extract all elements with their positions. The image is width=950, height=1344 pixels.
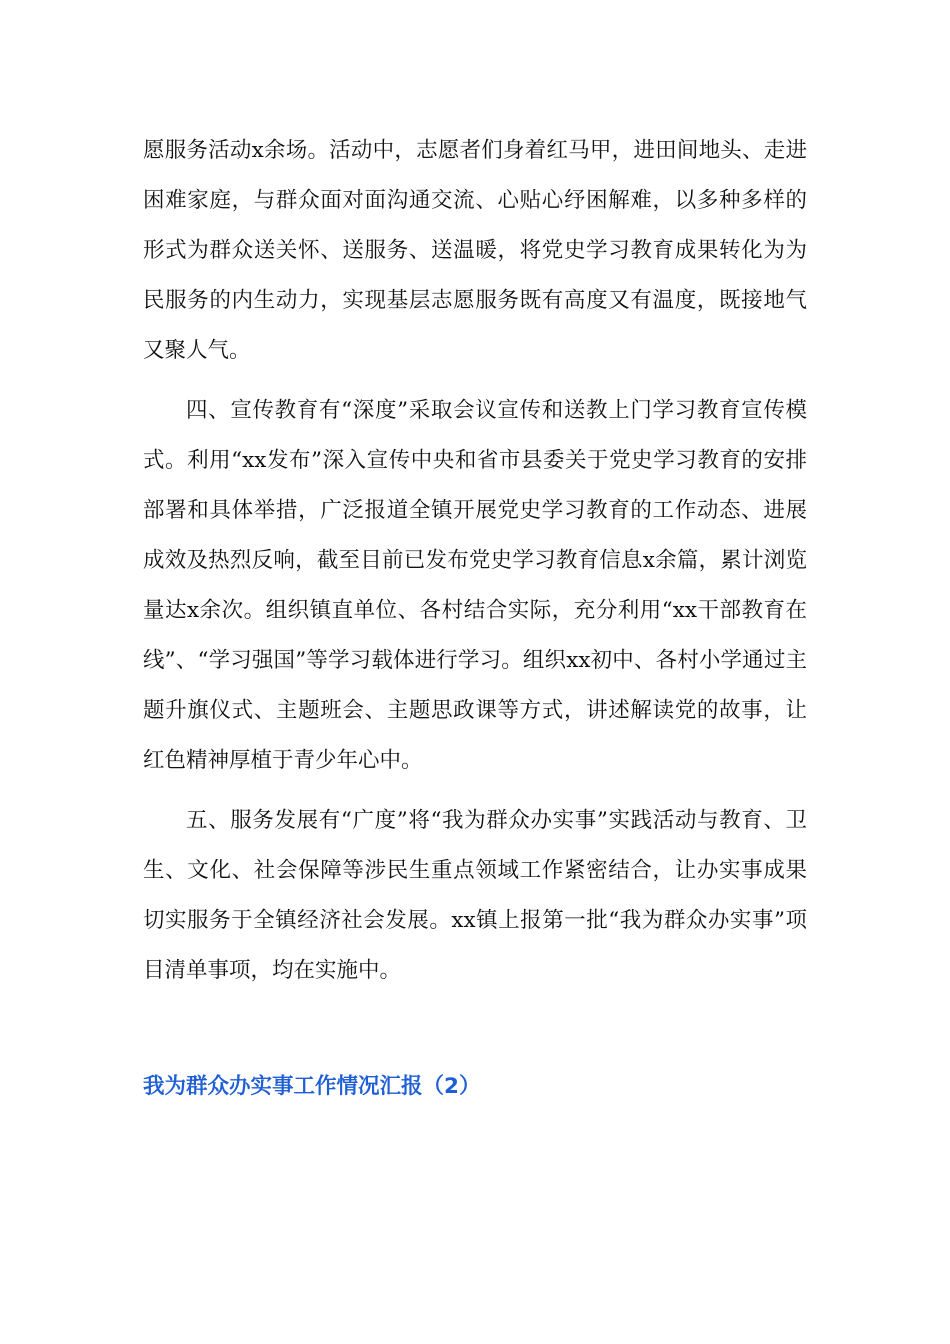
paragraph-publicity-education: 四、宣传教育有“深度”采取会议宣传和送教上门学习教育宣传模式。利用“xx发布”深入宣传中央和省市县委关于党史学习教育的安排部署和具体举措，广泛报道全镇开展党史学习教育的工作动态、进展成效及热烈反响，截至目前已发布党史学习教育信息x余篇，累计浏览量达x余次。组织镇直单位、各村结合实际，充分利用“xx干部教育在线”、“学习强国”等学习载体进行学习。组织xx初中、各村小学通过主题升旗仪式、主题班会、主题思政课等方式，讲述解读党的故事，让红色精神厚植于青少年心中。 xyxy=(143,398,807,773)
paragraph-service-development: 五、服务发展有“广度”将“我为群众办实事”实践活动与教育、卫生、文化、社会保障等涉民生重点领域工作紧密结合，让办实事成果切实服务于全镇经济社会发展。xx镇上报第一批“我为群众办实事”项目清单事项，均在实施中。 xyxy=(143,808,807,983)
document-body xyxy=(143,126,807,1006)
section-heading: 我为群众办实事工作情况汇报（2） xyxy=(143,1074,481,1099)
paragraph-volunteer-activities: 愿服务活动x余场。活动中，志愿者们身着红马甲，进田间地头、走进困难家庭，与群众面对面沟通交流、心贴心纾困解难，以多种多样的形式为群众送关怀、送服务、送温暖，将党史学习教育成果转化为为民服务的内生动力，实现基层志愿服务既有高度又有温度，既接地气又聚人气。 xyxy=(143,138,807,363)
